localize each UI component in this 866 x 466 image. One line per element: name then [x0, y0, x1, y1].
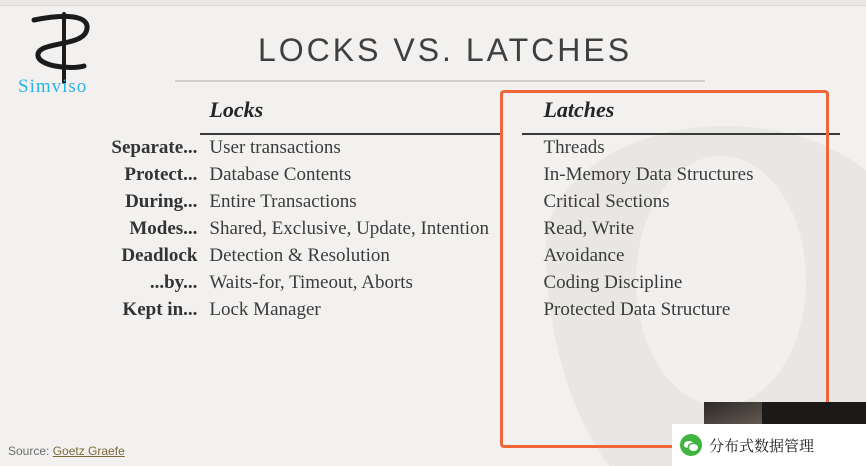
latches-header-rule — [522, 133, 840, 135]
table-row — [30, 138, 840, 158]
brand-name: Simviso — [18, 76, 88, 97]
row-locks-value: Entire Transactions — [209, 190, 357, 212]
row-label: Modes... — [129, 217, 198, 239]
row-label: ...by... — [149, 271, 198, 293]
row-latches-value: Protected Data Structure — [543, 298, 731, 320]
row-latches-value: Threads — [543, 137, 605, 158]
row-latches-value: Coding Discipline — [543, 271, 683, 293]
table-row — [30, 300, 840, 320]
table-row — [30, 192, 840, 212]
row-label: Deadlock — [121, 244, 198, 266]
row-locks-value: User transactions — [209, 137, 341, 158]
page-title: LOCKS VS. LATCHES — [257, 32, 633, 68]
column-header-locks: Locks — [209, 97, 264, 122]
wechat-icon — [680, 434, 702, 456]
locks-header-rule — [200, 133, 500, 135]
row-label: Protect... — [124, 163, 198, 185]
table-row — [30, 246, 840, 266]
table-row — [30, 273, 840, 293]
row-label: Separate... — [111, 137, 198, 158]
row-locks-value: Waits-for, Timeout, Aborts — [209, 271, 413, 293]
table-row — [30, 219, 840, 239]
wechat-watermark-bar — [672, 424, 866, 466]
row-latches-value: Critical Sections — [543, 190, 670, 212]
row-latches-value: In-Memory Data Structures — [543, 163, 754, 185]
column-header-latches: Latches — [543, 97, 615, 122]
row-locks-value: Shared, Exclusive, Update, Intention — [209, 217, 490, 239]
source-caption — [8, 444, 125, 458]
title-divider — [175, 80, 705, 82]
slide-top-edge — [0, 0, 866, 6]
row-label: Kept in... — [122, 298, 198, 320]
table-header-row — [30, 98, 840, 138]
table-row — [30, 165, 840, 185]
source-prefix: Source: — [8, 444, 53, 458]
row-latches-value: Avoidance — [543, 244, 625, 266]
row-latches-value: Read, Write — [543, 217, 635, 239]
row-locks-value: Detection & Resolution — [209, 244, 390, 266]
source-link[interactable]: Goetz Graefe — [52, 444, 125, 458]
wechat-account-name: 分布式数据管理 — [709, 437, 815, 455]
row-locks-value: Lock Manager — [209, 298, 321, 320]
row-label: During... — [125, 190, 198, 212]
row-locks-value: Database Contents — [209, 163, 352, 185]
